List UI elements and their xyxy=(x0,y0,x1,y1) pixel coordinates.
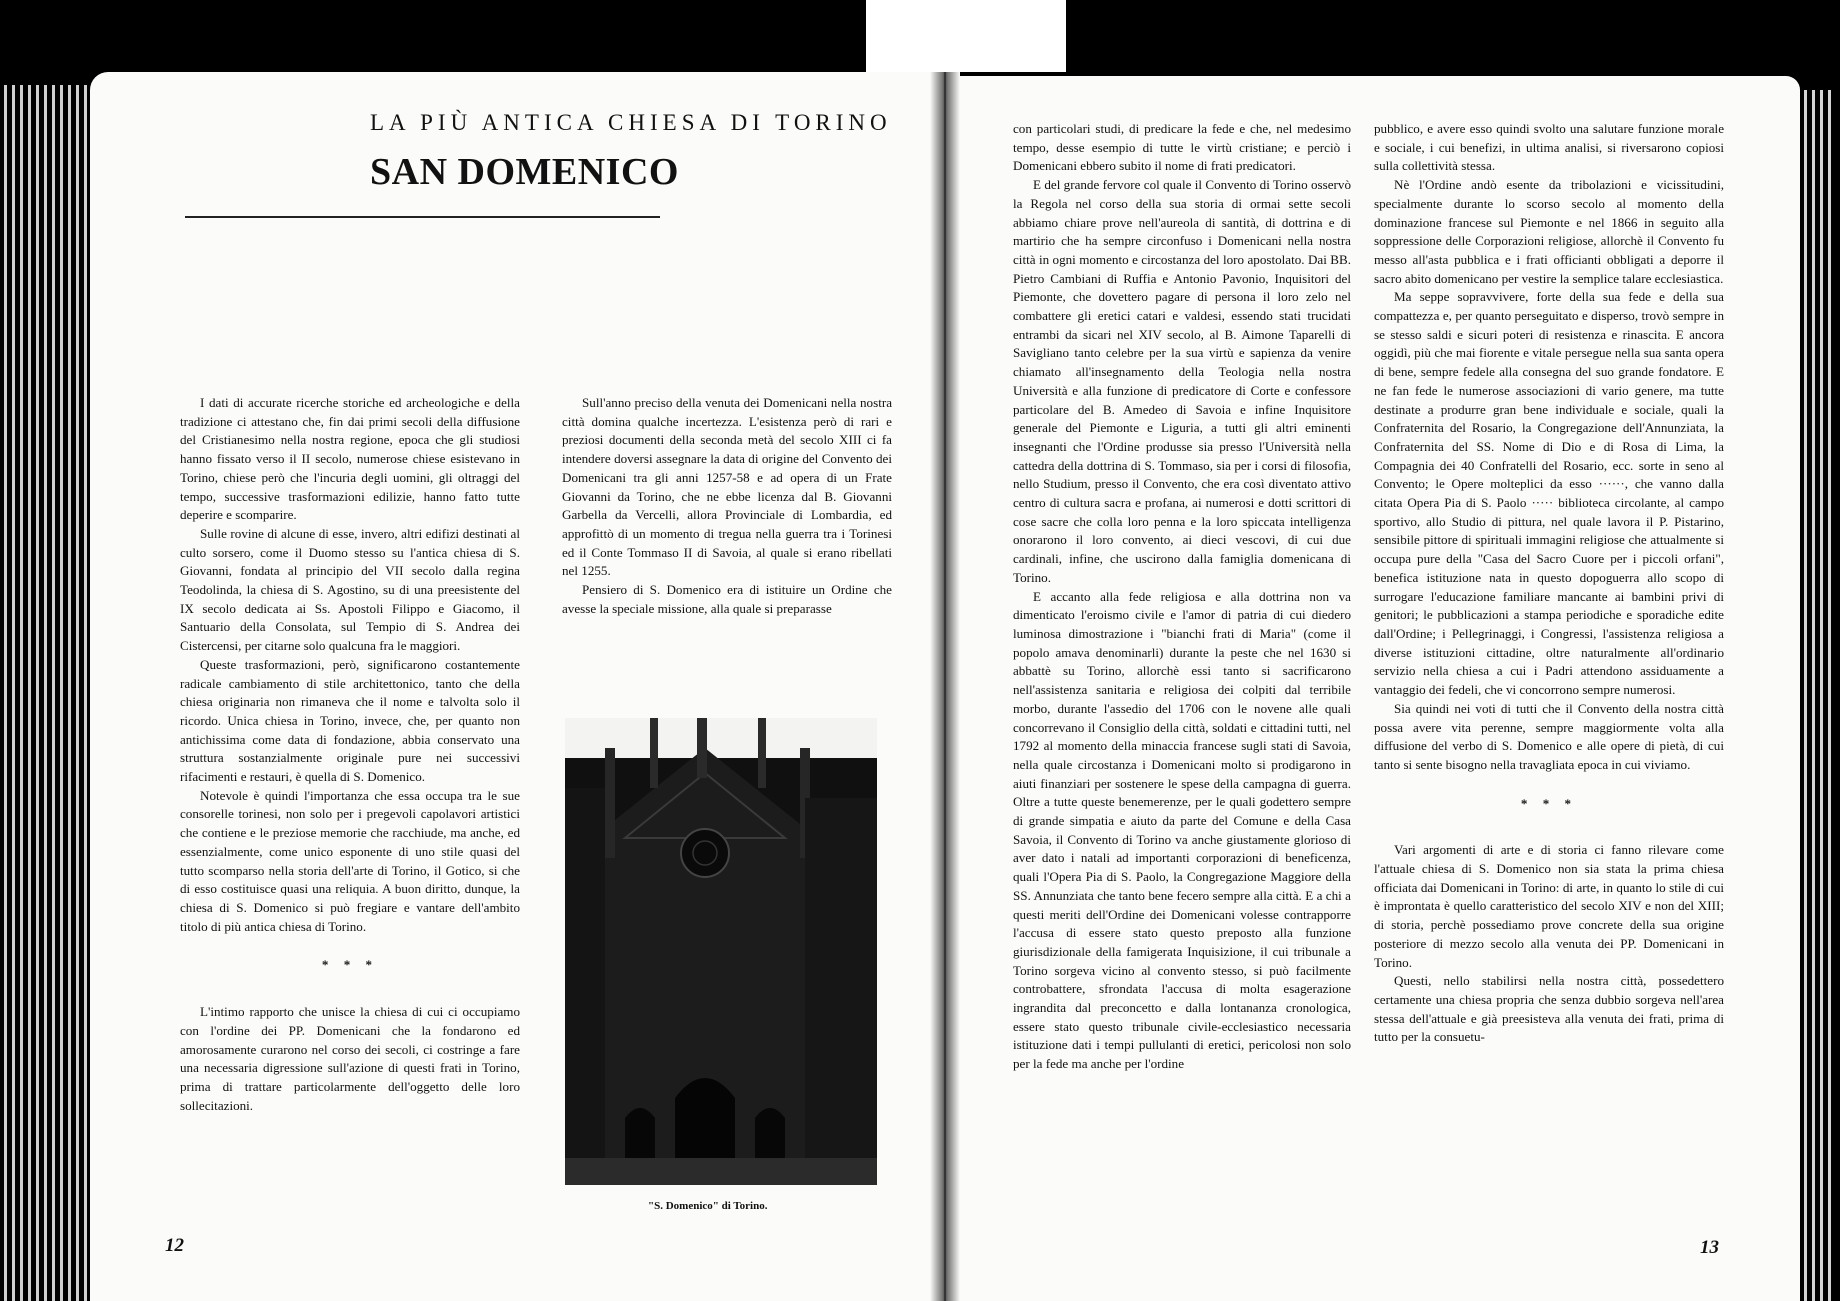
paragraph: L'intimo rapporto che unisce la chiesa di cui ci occupiamo con l'ordine dei PP. Domenicani che la fondarono ed amorosamente curarono nel corso dei secoli, ci costringe a fare una necessaria digressione sull'azione di questi frati in Torino, prima di trattare particolarmente dell'oggetto delle loro sollecitazioni. xyxy=(180,1004,520,1113)
photo-caption: "S. Domenico" di Torino. xyxy=(648,1200,768,1212)
page-number-left: 12 xyxy=(165,1235,184,1256)
paragraph: Pensiero di S. Domenico era di istituire un Ordine che avesse la speciale missione, alla quale si preparasse xyxy=(562,582,892,616)
paragraph: Sulle rovine di alcune di esse, invero, altri edifizi destinati al culto sorsero, come il Duomo stesso su l'antica chiesa di S. Giovanni, fondata al principio del VII secolo dalla regina Teodolinda, la chiesa di S. Agostino, su di una preesistente del IX secolo dedicata ai Ss. Apostoli Filippo e Giacomo, il Santuario della Consolata, sul Tempio di S. Andrea dei Cistercensi, per citarne solo qualcuna fra le maggiori. xyxy=(180,525,520,654)
left-column-2 xyxy=(562,394,892,618)
paragraph: Ma seppe sopravvivere, forte della sua fede e della sua compattezza e, per quanto perseguitato e disperso, trovò sempre in se stesso saldi e sicuri poteri di resistenza e rinascita. E ancora oggidì, più che mai fiorente e vitale persegue nella sua santa opera di bene, sempre fedele alla consegna del suo grande fondatore. E ne fan fede le numerose associazioni di vario genere, ma tutte destinate a produrre gran bene individuale e sociale, quali la Confraternita del Rosario, la Congregazione dell'Annunziata, la Confraternita del SS. Nome di Dio e di Rosa di Lima, la Compagnia dei 40 Confratelli del Rosario, ecc. sorte in seno al Convento; le Opere molteplici da esso ······, che vanno dalla citata Opera Pia di S. Paolo ····· biblioteca circolante, al campo sportivo, allo Studio di pittura, nel quale lavora il P. Pistarino, sensibile pittore di spirituali immagini religiose che attualmente si occupa pure della "Casa del Sacro Cuore per i piccoli orfani", benefica istituzione nata in questo dopoguerra allo scopo di surrogare l'educazione familiare mancante ai bambini privi di genitori; le pubblicazioni a stampa periodiche e sporadiche edite dall'Ordine; i Pellegrinaggi, i Congressi, l'assistenza religiosa a diverse istituzioni cittadine, oltre naturalmente all'ordinario servizio nella chiesa a cui i Padri attendono assiduamente a vantaggio dei fedeli, che vi concorrono sempre numerosi. xyxy=(1374,289,1724,698)
church-photo xyxy=(565,718,877,1185)
right-column-2 xyxy=(1374,120,1724,1047)
right-page-edges xyxy=(1800,90,1840,1301)
paragraph: Questi, nello stabilirsi nella nostra città, possedettero certamente una chiesa propria che senza dubbio sorgeva nell'area stessa dell'attuale e già preesisteva alla venuta dei frati, prima di tutto per la consuetu- xyxy=(1374,973,1724,1045)
paragraph: con particolari studi, di predicare la fede e che, nel medesimo tempo, desse esempio di tutte le virtù cristiane; e perciò i Domenicani ebbero subito il nome di frati predicatori. xyxy=(1013,121,1351,174)
paragraph: I dati di accurate ricerche storiche ed archeologiche e della tradizione ci attestano che, fin dai primi secoli della diffusione del Cristianesimo nella nostra regione, epoca che gli studiosi hanno fissato verso il II secolo, numerose chiese esistevano in Torino, chiese però che l'incuria degli uomini, gli oltraggi del tempo, successive trasformazioni edilizie, hanno fatto tutte deperire e scomparire. xyxy=(180,395,520,523)
title-rule xyxy=(185,216,660,218)
article-title: SAN DOMENICO xyxy=(370,151,679,193)
left-column-1 xyxy=(180,394,520,1115)
church-facade-illustration xyxy=(565,718,877,1185)
paragraph: Vari argomenti di arte e di storia ci fanno rilevare come l'attuale chiesa di S. Domenico non sia stata la prima chiesa officiata dai Domenicani in Torino: di arte, in quanto lo stile di cui è improntata è quello caratteristico del secolo XIV e non del XIII; di storia, perchè possediamo prove concrete della sua origine posteriore di mezzo secolo alla venuta dei PP. Domenicani in Torino. xyxy=(1374,842,1724,970)
paragraph: Sia quindi nei voti di tutti che il Convento della nostra città possa avere vita perenne, sempre maggiormente volta alla diffusione del verbo di S. Domenico e alle opere di pietà, di cui tanto si sente bisogno nella travagliata epoca in cui viviamo. xyxy=(1374,700,1724,772)
section-separator: * * * xyxy=(1520,795,1578,811)
paragraph: E del grande fervore col quale il Convento di Torino osservò la Regola nel corso della sua storia di ormai sette secoli abbiamo chiare prove nell'aureola di santità, di dottrina e di martirio che ha sempre circonfuso i Domenicani nella nostra città in ogni momento e circostanza del loro apostolato. Dai BB. Pietro Cambiani di Ruffia e Antonio Pavonio, Inquisitori del Piemonte, che dovettero pagare di persona il loro zelo nel combattere gli eretici catari e valdesi, essendo stati trucidati entrambi da sicari nel XIV secolo, al B. Aimone Taparelli di Savigliano tanto celebre per la sua virtù e sapienza da venire chiamato all'insegnamento della Teologia nella nostra Università e alla funzione di predicatore di Corte e confessore particolare del B. Amedeo di Savoia e infine Inquisitore generale del Piemonte e Liguria, a tutti gli altri eminenti insegnanti che l'Ordine produsse sia presso l'Università nella cattedra della dottrina di S. Tommaso, sia per i corsi di filosofia, nello Studium, presso il Convento, che era così diventato attivo centro di cultura sacra e profana, ai numerosi e dotti scrittori di cose sacre che colla loro penna e la loro spiccata intelligenza onorarono il loro convento, ai dieci vescovi, di cui due cardinali, infine, che uscirono dalla famiglia domenicana di Torino. xyxy=(1013,177,1351,585)
paragraph: Queste trasformazioni, però, significarono costantemente radicale cambiamento di stile architettonico, tanto che della chiesa originaria non rimaneva che il nome e talvolta solo il ricordo. Unica chiesa in Torino, invece, che, per quanto non antichissima come data di fondazione, abbia conservato una struttura sostanzialmente originale pure nei successivi rifacimenti e restauri, è quella di S. Domenico. xyxy=(180,656,520,785)
section-separator: * * * xyxy=(321,957,379,973)
page-number-right: 13 xyxy=(1700,1237,1719,1258)
article-kicker: LA PIÙ ANTICA CHIESA DI TORINO xyxy=(370,110,892,135)
right-column-1 xyxy=(1013,120,1351,1074)
book-spine xyxy=(930,72,960,1301)
background-gap xyxy=(866,0,1066,72)
paragraph: E accanto alla fede religiosa e alla dottrina non va dimenticato l'eroismo civile e l'amor di patria di cui diedero luminosa dimostrazione i "bianchi frati di Maria" (come il popolo amava denominarli) durante la peste che nel 1630 si abbattè su Torino, allorchè essi tanto si sacrificarono nell'assistenza sanitaria e religiosa dei colpiti dal terribile morbo, durante l'assedio del 1706 con le novene alle quali concorrevano il Consiglio della città, soldati e cittadini tutti, nel 1792 al momento della minaccia francese sugli stati di Savoia, nella quale circostanza i Domenicani molto si prodigarono in aiuti finanziari per sostenere le spese della campagna di guerra. Oltre a tutte queste benemerenze, per le quali godettero sempre di grande simpatia e aiuto da parte del Comune e della Casa Savoia, il Convento di Torino va anche giustamente glorioso di aver dato i natali ad importanti corporazioni di beneficenza, quali l'Opera Pia di S. Paolo, la Congregazione Maggiore della SS. Annunziata che tanto bene fecero sempre alla città. E a chi a questi meriti dell'Ordine dei Domenicani volesse contrapporre l'accusa di essere stato questo preposto alla funzione giurisdizionale della famigerata Inquisizione, il cui tribunale a Torino sorgeva vicino al convento stesso, si può facilmente controbattere, sfrondata l'accusa di molta esagerazione ingrandita dal preconcetto e dalla lontananza cronologica, essere stato questo tribunale civile-ecclesiastico necessaria istituzione dati i tempi pullulanti di eretici, pericolosi non solo per la fede ma anche per l'ordine xyxy=(1013,588,1351,1072)
paragraph: Sull'anno preciso della venuta dei Domenicani nella nostra città domina qualche incertezza. L'esistenza però di rari e preziosi documenti della seconda metà del secolo XIII ci fa intendere doversi assegnare la data di origine del Convento dei Domenicani tra gli anni 1257-58 e ad opera di un Frate Giovanni da Torino, che ne ebbe licenza dal B. Giovanni Garbella da Vercelli, allora Provinciale di Lombardia, ed approfittò di un momento di tregua nella guerra tra i Torinesi ed il Conte Tommaso II di Savoia, al quale si erano ribellati nel 1255. xyxy=(562,395,892,579)
paragraph: Nè l'Ordine andò esente da tribolazioni e vicissitudini, specialmente durante lo scorso secolo al momento della dominazione francese sul Piemonte e nel 1866 in seguito alla soppressione delle Corporazioni religiose, allorchè il Convento fu messo all'asta pubblica e i frati officianti obbligati a deporre il sacro abito domenicano per vestire la semplice talare ecclesiastica. xyxy=(1374,177,1724,286)
paragraph: pubblico, e avere esso quindi svolto una salutare funzione morale e sociale, i cui benefizi, in ultima analisi, si riversarono copiosi sulla collettività stessa. xyxy=(1374,121,1724,174)
left-page-edges xyxy=(0,85,92,1301)
paragraph: Notevole è quindi l'importanza che essa occupa tra le sue consorelle torinesi, non solo per i pregevoli capolavori artistici che contiene e le preziose memorie che racchiude, ma anche, ed essenzialmente, come unico esponente di uno stile quasi del tutto scomparso nella storia dell'arte di Torino, il Gotico, si che di esso costituisce quasi una reliquia. A buon diritto, dunque, la chiesa di S. Domenico si può fregiare e vantare dell'ambito titolo di più antica chiesa di Torino. xyxy=(180,787,520,934)
